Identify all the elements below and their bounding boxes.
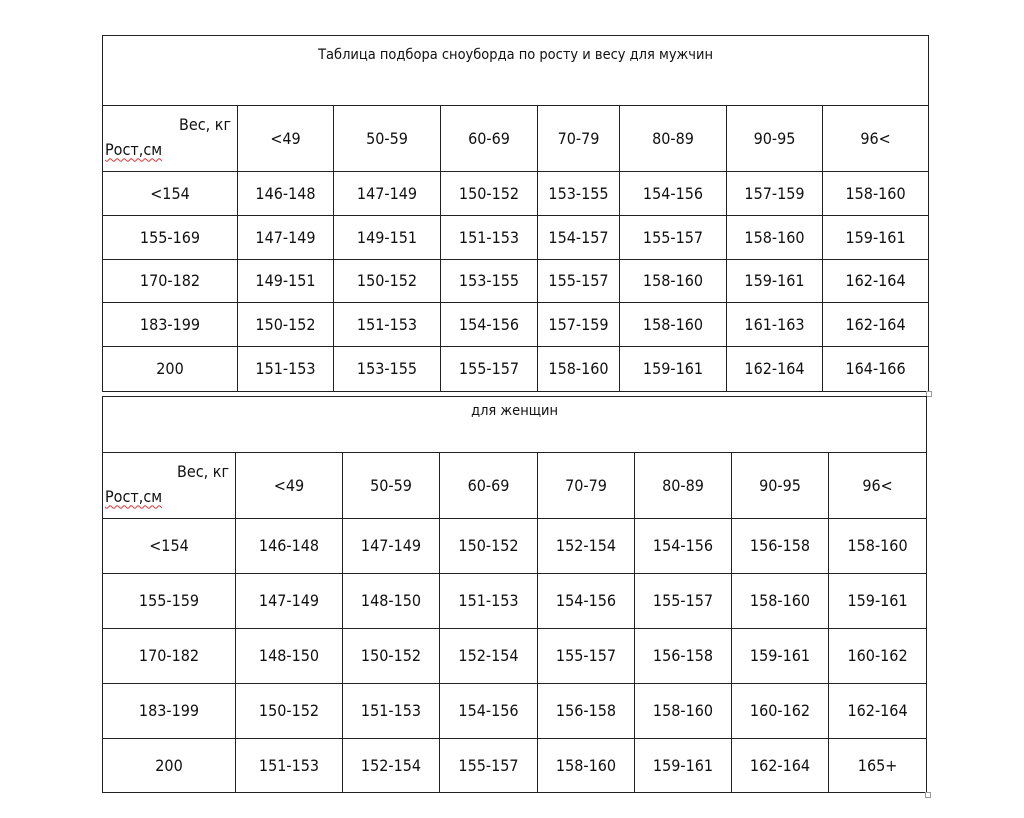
men-table-title: Таблица подбора сноуборда по росту и весу для мужчин [103,36,929,106]
board-size-cell: 155-157 [538,260,620,303]
board-size-cell: 162-164 [823,303,929,347]
board-size-cell: 158-160 [538,347,620,392]
board-size-cell: 156-158 [538,684,635,739]
height-row-header: 183-199 [103,684,236,739]
board-size-cell: 159-161 [732,629,829,684]
height-row-header: 200 [103,739,236,793]
board-size-cell: 154-156 [538,574,635,629]
weight-column-header: <49 [238,106,334,172]
table-row [103,260,929,303]
board-size-cell: 157-159 [727,172,823,216]
board-size-cell: 155-157 [538,629,635,684]
height-row-header: 170-182 [103,629,236,684]
board-size-cell: 154-157 [538,216,620,260]
board-size-cell: 158-160 [823,172,929,216]
height-row-header: 155-169 [103,216,238,260]
board-size-cell: 150-152 [334,260,441,303]
table-row [103,684,927,739]
board-size-cell: 159-161 [727,260,823,303]
board-size-cell: 160-162 [829,629,927,684]
weight-axis-label: Вес, кг [176,462,229,481]
height-row-header: 200 [103,347,238,392]
table-row [103,574,927,629]
board-size-cell: 147-149 [334,172,441,216]
board-size-cell: 153-155 [538,172,620,216]
table-row [103,172,929,216]
table-row [103,739,927,793]
board-size-cell: 149-151 [238,260,334,303]
board-size-cell: 156-158 [732,519,829,574]
women-size-table [102,396,927,793]
weight-column-header: 90-95 [732,453,829,519]
weight-column-header: 60-69 [440,453,538,519]
height-axis-label: Рост,см [105,140,163,160]
table-row [103,303,929,347]
board-size-cell: 154-156 [441,303,538,347]
weight-column-header: 70-79 [538,106,620,172]
board-size-cell: 155-157 [620,216,727,260]
board-size-cell: 154-156 [620,172,727,216]
height-row-header: 170-182 [103,260,238,303]
board-size-cell: 147-149 [238,216,334,260]
board-size-cell: 152-154 [343,739,440,793]
board-size-cell: 158-160 [620,260,727,303]
board-size-cell: 148-150 [236,629,343,684]
height-row-header: <154 [103,519,236,574]
men-corner-header [103,106,238,172]
board-size-cell: 148-150 [343,574,440,629]
board-size-cell: 162-164 [829,684,927,739]
height-row-header: 155-159 [103,574,236,629]
board-size-cell: 150-152 [441,172,538,216]
board-size-cell: 152-154 [440,629,538,684]
board-size-cell: 158-160 [635,684,732,739]
weight-column-header: 70-79 [538,453,635,519]
weight-column-header: <49 [236,453,343,519]
board-size-cell: 151-153 [236,739,343,793]
board-size-cell: 150-152 [236,684,343,739]
weight-column-header: 80-89 [620,106,727,172]
board-size-cell: 158-160 [727,216,823,260]
board-size-cell: 146-148 [236,519,343,574]
board-size-cell: 155-157 [635,574,732,629]
board-size-cell: 150-152 [440,519,538,574]
board-size-cell: 162-164 [823,260,929,303]
table-row [103,216,929,260]
height-row-header: 183-199 [103,303,238,347]
height-axis-label: Рост,см [105,487,163,507]
board-size-cell: 159-161 [635,739,732,793]
board-size-cell: 160-162 [732,684,829,739]
women-table-title: для женщин [103,397,927,453]
board-size-cell: 158-160 [829,519,927,574]
weight-column-header: 80-89 [635,453,732,519]
resize-handle[interactable] [925,792,931,798]
board-size-cell: 161-163 [727,303,823,347]
board-size-cell: 159-161 [829,574,927,629]
height-row-header: <154 [103,172,238,216]
board-size-cell: 153-155 [441,260,538,303]
table-row [103,347,929,392]
board-size-cell: 165+ [829,739,927,793]
board-size-cell: 151-153 [334,303,441,347]
board-size-cell: 154-156 [635,519,732,574]
weight-column-header: 60-69 [441,106,538,172]
men-size-table [102,35,929,392]
board-size-cell: 155-157 [441,347,538,392]
board-size-cell: 162-164 [732,739,829,793]
weight-column-header: 96< [823,106,929,172]
board-size-cell: 151-153 [238,347,334,392]
table-row [103,629,927,684]
board-size-cell: 158-160 [620,303,727,347]
weight-column-header: 96< [829,453,927,519]
board-size-cell: 158-160 [732,574,829,629]
table-row [103,519,927,574]
board-size-cell: 150-152 [343,629,440,684]
board-size-cell: 147-149 [343,519,440,574]
board-size-cell: 156-158 [635,629,732,684]
board-size-cell: 164-166 [823,347,929,392]
board-size-cell: 151-153 [441,216,538,260]
board-size-cell: 159-161 [823,216,929,260]
board-size-cell: 159-161 [620,347,727,392]
weight-column-header: 90-95 [727,106,823,172]
board-size-cell: 155-157 [440,739,538,793]
board-size-cell: 151-153 [343,684,440,739]
board-size-cell: 149-151 [334,216,441,260]
board-size-cell: 162-164 [727,347,823,392]
board-size-cell: 153-155 [334,347,441,392]
board-size-cell: 152-154 [538,519,635,574]
weight-column-header: 50-59 [343,453,440,519]
board-size-cell: 147-149 [236,574,343,629]
women-corner-header [103,453,236,519]
board-size-cell: 150-152 [238,303,334,347]
board-size-cell: 146-148 [238,172,334,216]
board-size-cell: 151-153 [440,574,538,629]
board-size-cell: 158-160 [538,739,635,793]
board-size-cell: 157-159 [538,303,620,347]
weight-column-header: 50-59 [334,106,441,172]
board-size-cell: 154-156 [440,684,538,739]
weight-axis-label: Вес, кг [178,115,231,134]
